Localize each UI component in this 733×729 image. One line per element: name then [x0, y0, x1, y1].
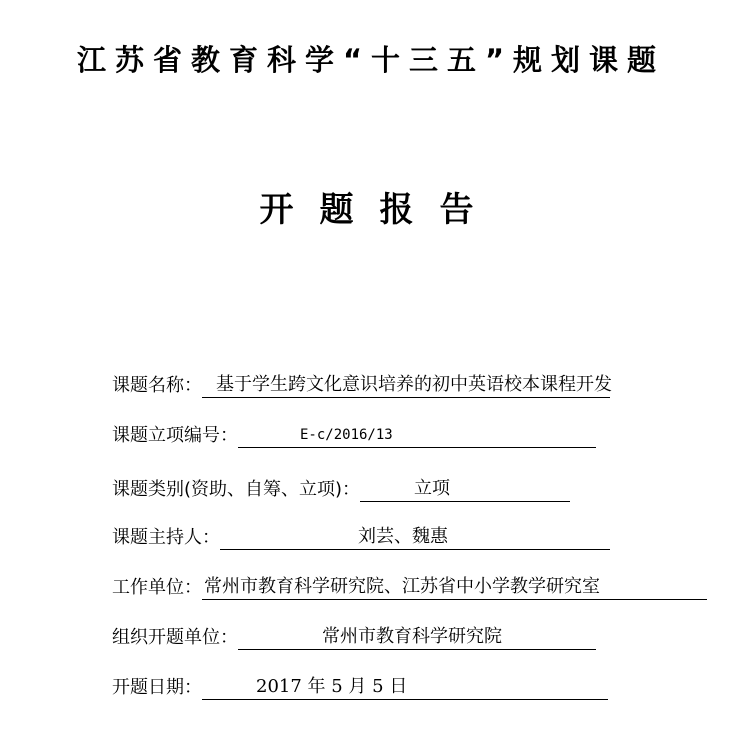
field-topic-name	[112, 370, 610, 398]
field-label: 开题日期：	[112, 677, 202, 698]
field-label: 课题名称：	[112, 375, 202, 396]
field-value: E-c/2016/13	[238, 423, 596, 448]
field-topic-host	[112, 522, 610, 550]
field-project-number	[112, 420, 596, 448]
field-value: 常州市教育科学研究院、江苏省中小学教学研究室	[202, 575, 707, 600]
field-organizing-unit	[112, 622, 596, 650]
field-label: 组织开题单位：	[112, 627, 238, 648]
field-label: 课题立项编号：	[112, 425, 238, 446]
field-value: 刘芸、魏惠	[220, 525, 610, 550]
report-title: 开题报告	[259, 190, 500, 230]
field-value: 基于学生跨文化意识培养的初中英语校本课程开发	[202, 373, 610, 398]
field-label: 工作单位：	[112, 577, 202, 598]
field-topic-category	[112, 474, 570, 502]
field-value: 2017 年 5 月 5 日	[202, 675, 608, 700]
field-value: 常州市教育科学研究院	[238, 625, 596, 650]
field-value: 立项	[360, 477, 570, 502]
document-main-title: 江苏省教育科学“十三五”规划课题	[76, 43, 666, 77]
field-work-unit	[112, 572, 707, 600]
field-label: 课题主持人：	[112, 527, 220, 548]
field-opening-date	[112, 672, 608, 700]
field-label: 课题类别(资助、自筹、立项)：	[112, 479, 361, 500]
